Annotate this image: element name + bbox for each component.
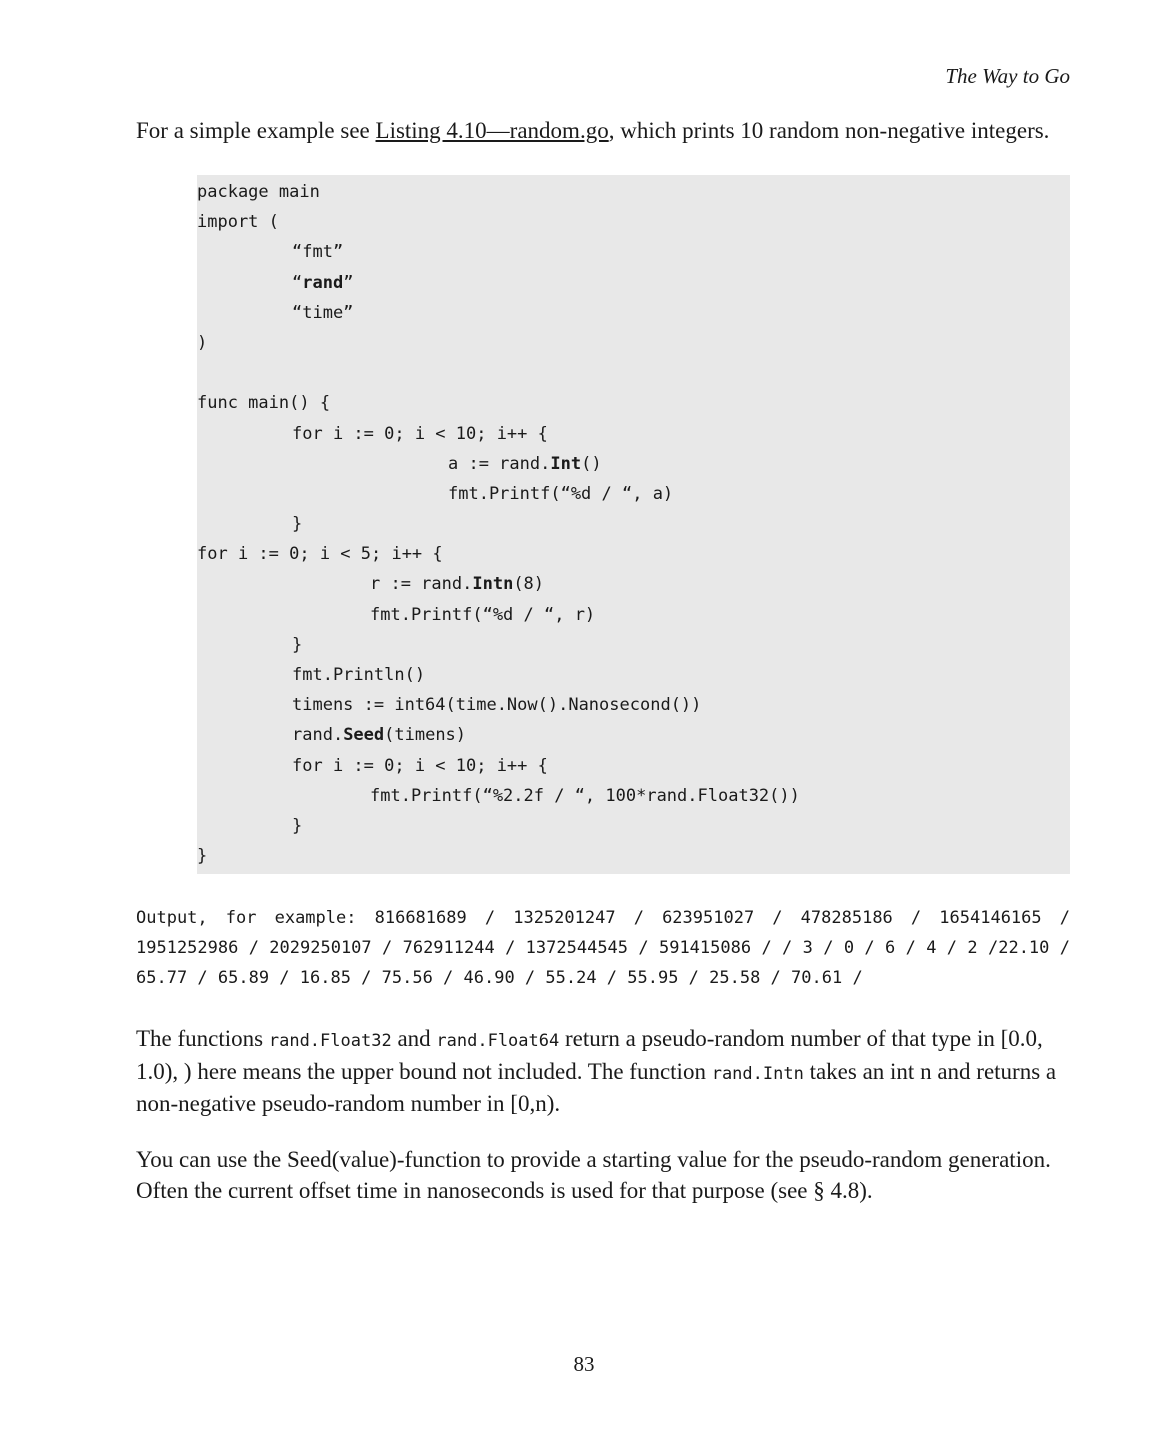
inline-code-float64: rand.Float64 [436,1031,560,1051]
code-text: timens := int64(time.Now().Nanosecond()) [292,695,702,716]
code-text: “ [292,272,303,293]
code-text: package main [197,182,320,202]
code-text: () [581,453,602,474]
page-number: 83 [573,1352,595,1376]
code-text: r := rand. [370,574,473,595]
code-text: ” [343,272,354,293]
paragraph-seed: You can use the Seed(value)-function to provide a starting value for the pseudo-random generation. Often the current offset time in nanoseconds is used for that purpose (see § 4.8). [136,1147,1051,1203]
code-text: for i := 0; i < 10; i++ { [292,755,548,776]
paragraph-text: takes an int n and returns a non-negative pseudo-random number in [0,n). [136,1058,1057,1116]
code-keyword: Seed [343,725,385,746]
code-text: import ( [197,212,279,233]
code-line [197,358,1070,388]
code-text: fmt.Println() [292,665,426,685]
code-text: (timens) [384,725,467,746]
code-text: fmt.Printf(“%d / “, a) [448,483,674,504]
code-text: “time” [292,302,354,323]
code-text: } [197,846,208,867]
listing-link[interactable]: Listing 4.10—random.go [375,118,609,143]
code-text: (8) [513,574,545,595]
inline-code-float32: rand.Float32 [268,1031,392,1051]
code-line [197,720,1070,750]
code-keyword: rand [302,272,344,293]
intro-text-before: For a simple example see [136,118,376,143]
code-text: ) [197,332,208,353]
code-line [197,841,1070,871]
code-text: a := rand. [448,453,551,474]
code-line [197,569,1070,599]
paragraph-text: and [391,1026,437,1051]
paragraph-text: return a pseudo-random number of that type in [0.0, 1.0), ) here means the upper bound not included. The function [136,1026,1043,1084]
code-line [197,388,1070,418]
code-line [197,811,1070,841]
program-output: Output, for example: 816681689 / 1325201247 / 623951027 / 478285186 / 1654146165 / 1951252986 / 2029250107 / 762911244 / 1372544545 / 591415086 / / 3 / 0 / 6 / 4 / 2 /22.10 / 65.77 / 65.89 / 16.85 / 75.56 / 46.90 / 55.24 / 55.95 / 25.58 / 70.61 / [136,908,1070,988]
code-text: func main() { [197,393,331,414]
code-listing [197,175,1070,874]
code-line [197,751,1070,781]
paragraph-text: The functions [136,1026,269,1051]
inline-code-intn: rand.Intn [711,1063,804,1084]
code-line [197,479,1070,509]
running-header: The Way to Go [945,64,1070,88]
code-line [197,509,1070,539]
code-line [197,419,1070,449]
intro-paragraph [136,116,1070,146]
code-text: for i := 0; i < 5; i++ { [197,544,443,565]
code-line [197,268,1070,298]
code-line [197,177,1070,207]
code-line [197,690,1070,720]
intro-text-after: , which prints 10 random non-negative integers. [608,118,1050,143]
code-text: } [292,634,303,655]
code-line [197,449,1070,479]
code-line [197,781,1070,811]
code-text: for i := 0; i < 10; i++ { [292,423,548,444]
code-line [197,328,1070,358]
code-text: fmt.Printf(“%d / “, r) [370,604,596,625]
code-line [197,237,1070,267]
code-line [197,207,1070,237]
code-text: rand. [292,725,344,746]
code-keyword: Intn [472,574,514,595]
code-line [197,660,1070,690]
code-line [197,298,1070,328]
code-text: fmt.Printf(“%2.2f / “, 100*rand.Float32()) [370,785,800,806]
code-line [197,630,1070,660]
code-text: } [292,514,303,535]
code-line [197,600,1070,630]
code-keyword: Int [550,453,582,474]
paragraph-float-functions [136,1024,1070,1120]
code-line [197,539,1070,569]
code-text: “fmt” [292,242,344,263]
code-text: } [292,815,303,836]
